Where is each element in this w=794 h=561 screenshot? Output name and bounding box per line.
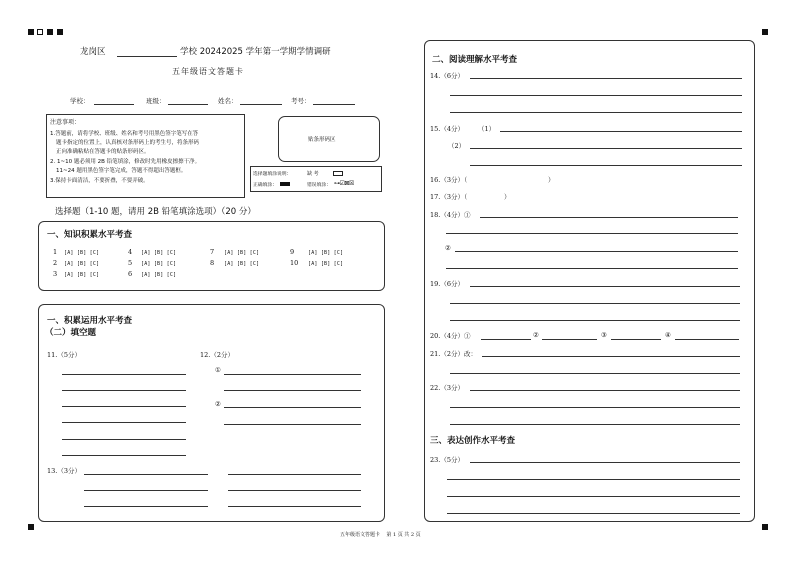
notes-line: 11~24 题用黑色签字笔完成，答题不得超出答题框。 (56, 168, 187, 174)
writing-section-title: 三、表达创作水平考查 (430, 436, 516, 446)
barcode-label: 贴条形码区 (308, 137, 336, 143)
q17-close: ） (504, 193, 511, 201)
q23-answer-line[interactable] (447, 496, 740, 497)
q16-close: ） (548, 176, 555, 184)
q23-answer-line[interactable] (447, 513, 740, 514)
q12-answer-line[interactable] (224, 407, 361, 408)
field-class-label: 班级： (146, 97, 166, 105)
q11-answer-line[interactable] (62, 374, 186, 375)
q23-answer-line[interactable] (470, 462, 740, 463)
q20-mark-4: ④ (665, 331, 671, 339)
field-school-label: 学校： (70, 97, 90, 105)
choice-number: 2 (53, 259, 58, 267)
registration-mark (47, 29, 53, 35)
choice-number: 7 (210, 248, 215, 256)
q13-answer-line[interactable] (228, 506, 361, 507)
q20-label: 20.（4分）① (430, 332, 471, 340)
header-title: 学校 20242025 学年第一学期学情调研 (180, 47, 331, 57)
q15-answer-line[interactable] (500, 131, 742, 132)
q22-answer-line[interactable] (450, 424, 740, 425)
q18-answer-line[interactable] (480, 217, 738, 218)
registration-mark (28, 29, 34, 35)
q11-label: 11.（5分） (47, 351, 81, 359)
q11-answer-line[interactable] (62, 406, 186, 407)
choice-options[interactable]: [A] [B] [C] (64, 261, 100, 267)
q18-part-2: ② (445, 244, 451, 252)
field-school-input[interactable] (94, 104, 134, 105)
q21-answer-line[interactable] (450, 373, 740, 374)
wrong-fill-samples: ⊶☑⊠☒ (334, 180, 354, 187)
q15-part-2: （2） (448, 142, 466, 150)
knowledge-section-title: 一、知识积累水平考查 (47, 230, 133, 240)
q12-part-2: ② (215, 400, 221, 408)
school-name-blank[interactable] (117, 56, 177, 57)
field-name-label: 姓名： (218, 97, 238, 105)
q12-answer-line[interactable] (224, 374, 361, 375)
q18-answer-line[interactable] (446, 268, 738, 269)
choice-number: 3 (53, 270, 58, 278)
q15-answer-line[interactable] (470, 148, 742, 149)
field-id-label: 考号： (291, 97, 311, 105)
q19-answer-line[interactable] (470, 286, 740, 287)
q12-label: 12.（2分） (200, 351, 234, 359)
q21-answer-line[interactable] (482, 356, 740, 357)
q20-mark-3: ③ (601, 331, 607, 339)
absent-label: 缺 考 (307, 171, 319, 177)
correct-fill-sample (280, 182, 290, 186)
q14-answer-line[interactable] (470, 78, 742, 79)
registration-mark (762, 524, 768, 530)
q18-answer-line[interactable] (455, 251, 738, 252)
q19-label: 19.（6分） (430, 280, 464, 288)
legend-correct: 正确填涂： (253, 183, 277, 188)
q11-answer-line[interactable] (62, 390, 186, 391)
q20-mark-2: ② (533, 331, 539, 339)
choice-options[interactable]: [A] [B] [C] (141, 272, 177, 278)
sheet-title: 五年级语文答题卡 (172, 67, 244, 76)
q16-label: 16.（3分）（ (430, 176, 468, 184)
q19-answer-line[interactable] (450, 303, 740, 304)
choice-options[interactable]: [A] [B] [C] (64, 272, 100, 278)
q13-answer-line[interactable] (228, 490, 361, 491)
choice-number: 10 (290, 259, 299, 267)
legend-wrong: 错误填涂： (307, 183, 331, 188)
q13-answer-line[interactable] (84, 490, 208, 491)
q13-answer-line[interactable] (84, 474, 208, 475)
legend-title: 选择题填涂说明： (253, 172, 292, 177)
header-district: 龙岗区 (80, 47, 106, 57)
field-id-input[interactable] (313, 104, 355, 105)
q21-label: 21.（2分）改： (430, 350, 477, 358)
q20-blank-1[interactable] (481, 339, 531, 340)
reading-section-title: 二、阅读理解水平考查 (432, 55, 518, 65)
q11-answer-line[interactable] (62, 422, 186, 423)
q13-answer-line[interactable] (228, 474, 361, 475)
notes-box (46, 114, 245, 198)
notes-line: 3.保持卡面清洁，不要折叠，不要弄破。 (50, 178, 149, 184)
choice-number: 6 (128, 270, 133, 278)
choice-options[interactable]: [A] [B] [C] (64, 250, 100, 256)
choice-options[interactable]: [A] [B] [C] (308, 261, 344, 267)
choice-options[interactable]: [A] [B] [C] (141, 261, 177, 267)
field-class-input[interactable] (168, 104, 208, 105)
notes-title: 注意事项： (50, 119, 81, 126)
absent-checkbox[interactable] (333, 171, 343, 176)
notes-line: 1.答题前，请将学校、班级、姓名和考号用黑色签字笔写在答 (50, 131, 199, 137)
q13-label: 13.（3分） (47, 467, 81, 475)
q22-answer-line[interactable] (450, 407, 740, 408)
q12-part-1: ① (215, 366, 221, 374)
q23-answer-line[interactable] (447, 479, 740, 480)
q14-answer-line[interactable] (450, 112, 742, 113)
q13-answer-line[interactable] (84, 506, 208, 507)
q22-answer-line[interactable] (470, 390, 740, 391)
q14-label: 14.（6分） (430, 72, 464, 80)
fill-in-subtitle: （二）填空题 (45, 328, 97, 338)
notes-line: 题卡指定的位置上，认真核对条形码上的考生号，将条形码 (56, 140, 200, 146)
choice-number: 4 (128, 248, 133, 256)
choice-options[interactable]: [A] [B] [C] (308, 250, 344, 256)
choice-options[interactable]: [A] [B] [C] (224, 250, 260, 256)
choice-options[interactable]: [A] [B] [C] (224, 261, 260, 267)
q15-answer-line[interactable] (470, 165, 742, 166)
registration-mark (57, 29, 63, 35)
q11-answer-line[interactable] (62, 439, 186, 440)
notes-line: 正向准确粘贴在答题卡的贴条形码区。 (56, 149, 150, 155)
q20-blank-2[interactable] (542, 339, 597, 340)
field-name-input[interactable] (240, 104, 282, 105)
registration-mark (37, 29, 43, 35)
q22-label: 22.（3分） (430, 384, 464, 392)
q14-answer-line[interactable] (450, 95, 742, 96)
q17-label: 17.（3分）（ (430, 193, 468, 201)
choice-number: 9 (290, 248, 295, 256)
q23-label: 23.（5分） (430, 456, 464, 464)
page-footer: 五年级语文答题卡 第 1 页 共 2 页 (340, 532, 421, 538)
q11-answer-line[interactable] (62, 455, 186, 456)
choice-number: 8 (210, 259, 215, 267)
choice-heading: 选择题（1-10 题，请用 2B 铅笔填涂选项）（20 分） (55, 207, 256, 217)
registration-mark (28, 524, 34, 530)
registration-mark (762, 29, 768, 35)
application-section-title: 一、积累运用水平考查 (47, 316, 133, 326)
choice-number: 1 (53, 248, 58, 256)
q12-answer-line[interactable] (224, 424, 361, 425)
q15-label: 15.（4分） (430, 125, 464, 133)
q12-answer-line[interactable] (224, 390, 361, 391)
notes-line: 2. 1~10 题必须用 2B 铅笔填涂，修改时先用橡皮擦擦干净。 (50, 159, 201, 165)
q18-label: 18.（4分）① (430, 211, 471, 219)
choice-options[interactable]: [A] [B] [C] (141, 250, 177, 256)
q20-blank-3[interactable] (611, 339, 661, 340)
q15-part-1: （1） (478, 125, 496, 133)
q19-answer-line[interactable] (450, 320, 740, 321)
q18-answer-line[interactable] (446, 233, 738, 234)
choice-number: 5 (128, 259, 133, 267)
q20-blank-4[interactable] (675, 339, 739, 340)
